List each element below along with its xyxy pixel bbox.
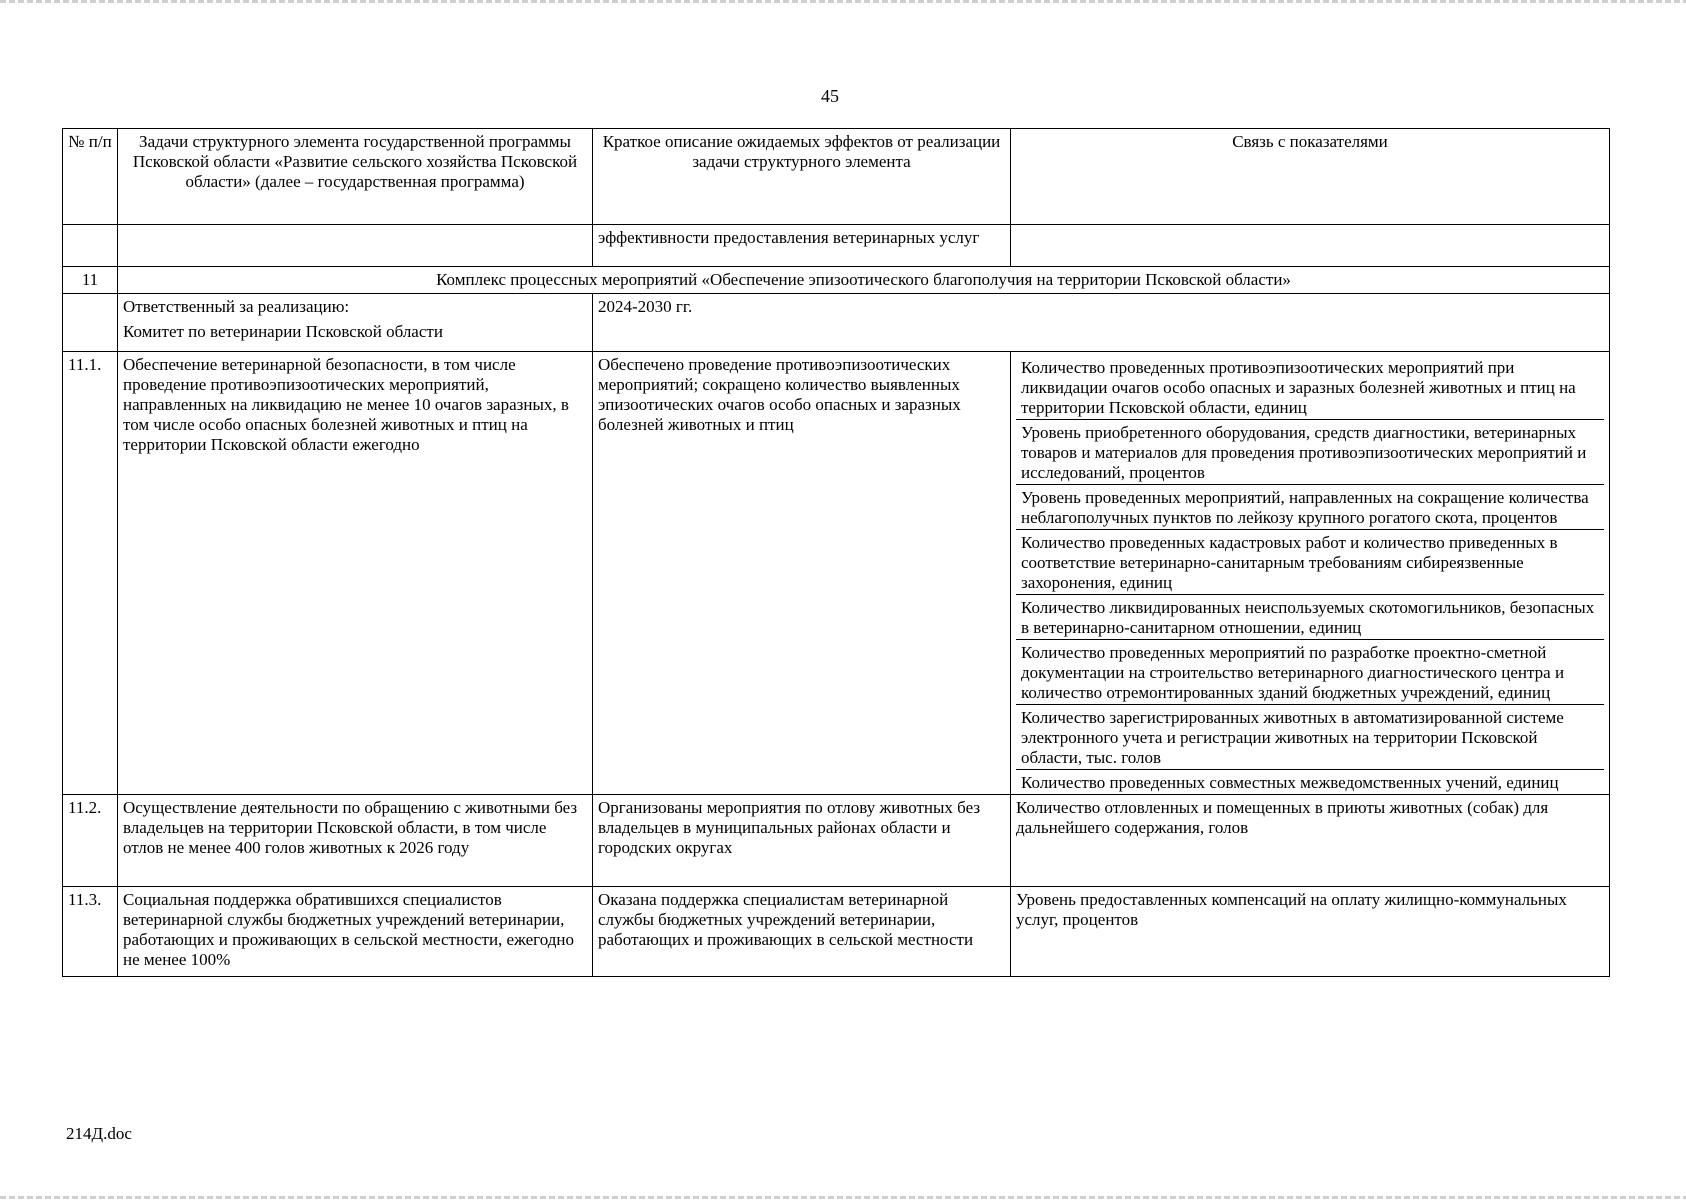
- table-row: [63, 887, 1610, 977]
- section-row: [63, 267, 1610, 294]
- indicator-item: Уровень проведенных мероприятий, направленных на сокращение количества неблагополучных пунктов по лейкозу крупного рогатого скота, процентов: [1016, 485, 1604, 530]
- row-num: 11.2.: [63, 795, 118, 887]
- indicator-item: Количество проведенных мероприятий по разработке проектно-сметной документации на строительство ветеринарного диагностического центра и количество отремонтированных зданий бюджетных учреждений, единиц: [1016, 640, 1604, 705]
- responsible-num: [63, 294, 118, 352]
- row-effect: Оказана поддержка специалистам ветеринарной службы бюджетных учреждений ветеринарии, работающих и проживающих в сельской местности: [593, 887, 1011, 977]
- footer-filename: 214Д.doc: [66, 1124, 132, 1143]
- table-row: [63, 352, 1610, 795]
- row-indicators: Количество отловленных и помещенных в приюты животных (собак) для дальнейшего содержания, голов: [1011, 795, 1610, 887]
- program-table: [62, 128, 1610, 977]
- page-number: 45: [821, 86, 839, 106]
- indicator-item: Количество проведенных противоэпизоотических мероприятий при ликвидации очагов особо опасных и заразных болезней животных и птиц на территории Псковской области, единиц: [1016, 355, 1604, 420]
- indicator-item: Количество проведенных совместных межведомственных учений, единиц: [1021, 773, 1559, 792]
- header-tasks: Задачи структурного элемента государственной программы Псковской области «Развитие сельского хозяйства Псковской области» (далее – государственная программа): [118, 129, 593, 225]
- responsible-cell: [118, 294, 593, 352]
- row-task: Осуществление деятельности по обращению с животными без владельцев на территории Псковской области, в том числе отлов не менее 400 голов животных к 2026 году: [118, 795, 593, 887]
- row-num: 11.3.: [63, 887, 118, 977]
- row-effect: Организованы мероприятия по отлову животных без владельцев в муниципальных районах области и городских округах: [593, 795, 1011, 887]
- table-header-row: [63, 129, 1610, 225]
- row-task: Обеспечение ветеринарной безопасности, в том числе проведение противоэпизоотических мероприятий, направленных на ликвидацию не менее 10 очагов заразных, в том числе особо опасных болезней животных и птиц на территории Псковской области ежегодно: [118, 352, 593, 795]
- continuation-indicator: [1011, 225, 1610, 267]
- row-effect: Обеспечено проведение противоэпизоотических мероприятий; сокращено количество выявленных эпизоотических очагов особо опасных и заразных болезней животных и птиц: [593, 352, 1011, 795]
- continuation-task: [118, 225, 593, 267]
- responsible-value: Комитет по ветеринарии Псковской области: [123, 322, 443, 341]
- row-indicators: Уровень предоставленных компенсаций на оплату жилищно-коммунальных услуг, процентов: [1011, 887, 1610, 977]
- row-task: Социальная поддержка обратившихся специалистов ветеринарной службы бюджетных учреждений ветеринарии, работающих и проживающих в сельской местности, ежегодно не менее 100%: [118, 887, 593, 977]
- section-num: 11: [63, 267, 118, 294]
- row-num: 11.1.: [63, 352, 118, 795]
- header-num: № п/п: [63, 129, 118, 225]
- indicator-item: Количество проведенных кадастровых работ и количество приведенных в соответствие ветеринарно-санитарным требованиям сибиреязвенные захоронения, единиц: [1016, 530, 1604, 595]
- header-indicators: Связь с показателями: [1011, 129, 1610, 225]
- continuation-effect: эффективности предоставления ветеринарных услуг: [593, 225, 1011, 267]
- scan-edge-top: [0, 0, 1686, 3]
- header-effects: Краткое описание ожидаемых эффектов от реализации задачи структурного элемента: [593, 129, 1011, 225]
- responsible-row: [63, 294, 1610, 352]
- section-title: Комплекс процессных мероприятий «Обеспечение эпизоотического благополучия на территории Псковской области»: [118, 267, 1610, 294]
- table-row: [63, 795, 1610, 887]
- continuation-num: [63, 225, 118, 267]
- row-indicators: [1011, 352, 1610, 795]
- scan-edge-bottom: [0, 1196, 1686, 1199]
- responsible-period: 2024-2030 гг.: [593, 294, 1610, 352]
- continuation-row: [63, 225, 1610, 267]
- responsible-label: Ответственный за реализацию:: [123, 297, 350, 316]
- indicator-item: Количество ликвидированных неиспользуемых скотомогильников, безопасных в ветеринарно-санитарном отношении, единиц: [1016, 595, 1604, 640]
- indicator-item: Количество зарегистрированных животных в автоматизированной системе электронного учета и регистрации животных на территории Псковской области, тыс. голов: [1016, 705, 1604, 770]
- indicator-item: Уровень приобретенного оборудования, средств диагностики, ветеринарных товаров и материалов для проведения противоэпизоотических мероприятий и исследований, процентов: [1016, 420, 1604, 485]
